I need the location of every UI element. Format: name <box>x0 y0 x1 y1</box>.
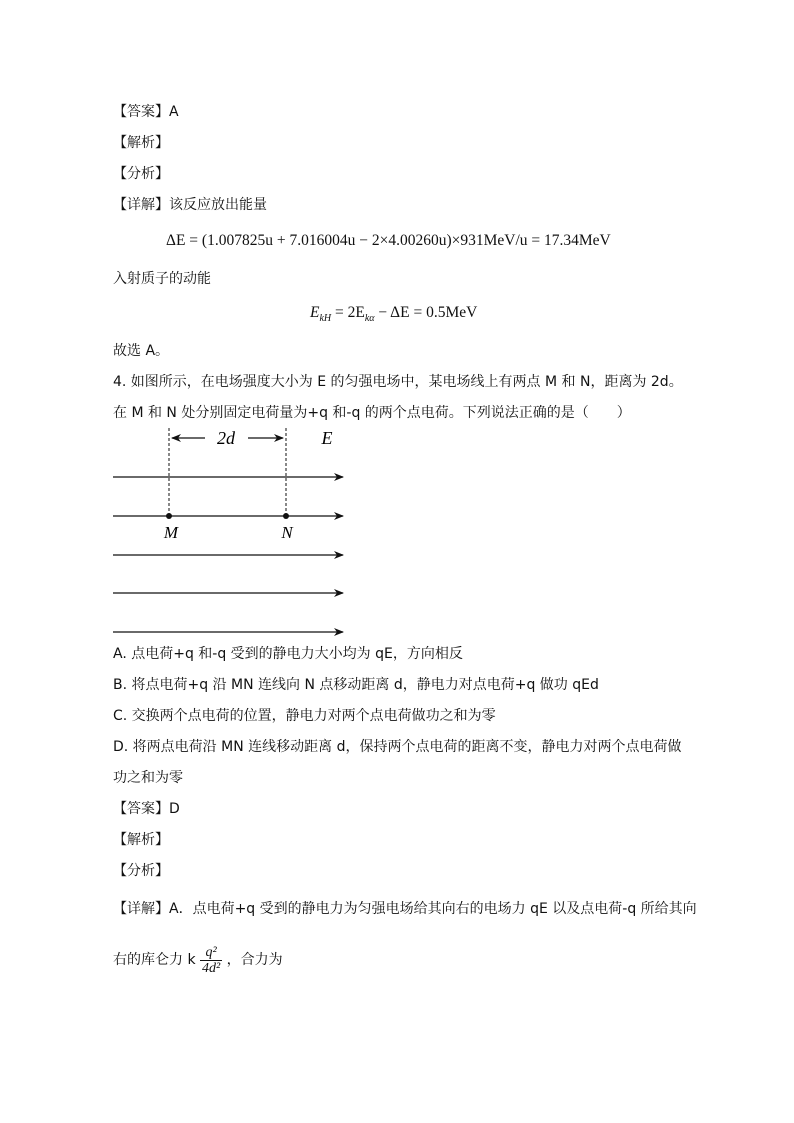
field-diagram <box>0 425 794 655</box>
equation-kinetic <box>310 303 477 329</box>
eq2-mid: = 2E <box>331 304 365 321</box>
option-d-line-1: D. 将两点电荷沿 MN 连线移动距离 d，保持两个点电荷的距离不变，静电力对两个点电荷做 <box>113 739 682 755</box>
coulomb-before: 右的库仑力 k <box>113 952 196 968</box>
m-label: M <box>163 523 179 542</box>
option-d-line-2: 功之和为零 <box>113 770 183 786</box>
eq2-mid-sub: kα <box>364 313 375 325</box>
proton-kinetic-label: 入射质子的动能 <box>113 271 211 287</box>
detail-text: 该反应放出能量 <box>169 197 267 213</box>
answer-value-2: D <box>169 801 180 817</box>
answer-tag: 【答案】 <box>113 104 169 120</box>
detail-tag: 【详解】 <box>113 197 169 213</box>
conclusion-1: 故选 A。 <box>113 343 170 359</box>
detail-text-2: A．点电荷+q 受到的静电力为匀强电场给其向右的电场力 qE 以及点电荷-q 所给其向 <box>169 901 697 917</box>
answer-tag-2: 【答案】 <box>113 801 169 817</box>
n-label: N <box>281 523 293 542</box>
eq2-lhs-sub: kH <box>319 313 332 325</box>
detail-tag-2: 【详解】 <box>113 901 169 917</box>
option-b: B. 将点电荷+q 沿 MN 连线向 N 点移动距离 d，静电力对点电荷+q 做功 qEd <box>113 677 599 693</box>
answer-value: A <box>169 104 179 120</box>
eq2-rhs: − ΔE = 0.5MeV <box>374 304 478 321</box>
answer-line-1 <box>113 102 179 122</box>
eq2-lhs: E <box>310 304 320 321</box>
detail-line-1 <box>113 195 267 215</box>
fraction-denominator: 4d² <box>202 960 221 976</box>
option-c: C. 交换两个点电荷的位置，静电力对两个点电荷做功之和为零 <box>113 708 496 724</box>
equation-energy: ΔE = (1.007825u + 7.016004u − 2×4.00260u)×931MeV/u = 17.34MeV <box>166 232 611 249</box>
question-4-line-1: 4. 如图所示，在电场强度大小为 E 的匀强电场中，某电场线上有两点 M 和 N，距离为 2d。 <box>113 374 683 390</box>
detail-line-2 <box>113 899 697 919</box>
fraction-numerator: q² <box>200 945 222 961</box>
point-m <box>166 513 172 519</box>
question-4-line-2: 在 M 和 N 处分别固定电荷量为+q 和-q 的两个点电荷。下列说法正确的是（ ） <box>113 405 631 421</box>
coulomb-after: ，合力为 <box>226 952 283 968</box>
point-n <box>283 513 289 519</box>
analysis-tag-1: 【解析】 <box>113 135 169 151</box>
coulomb-line <box>113 942 283 978</box>
field-label: E <box>321 428 333 448</box>
answer-line-2 <box>113 799 180 819</box>
dist-label: 2d <box>217 428 235 448</box>
fenxi-tag-2: 【分析】 <box>113 863 169 879</box>
option-a: A. 点电荷+q 和-q 受到的静电力大小均为 qE，方向相反 <box>113 646 463 662</box>
analysis-tag-2: 【解析】 <box>113 832 169 848</box>
fenxi-tag-1: 【分析】 <box>113 166 169 182</box>
coulomb-fraction <box>200 945 222 976</box>
